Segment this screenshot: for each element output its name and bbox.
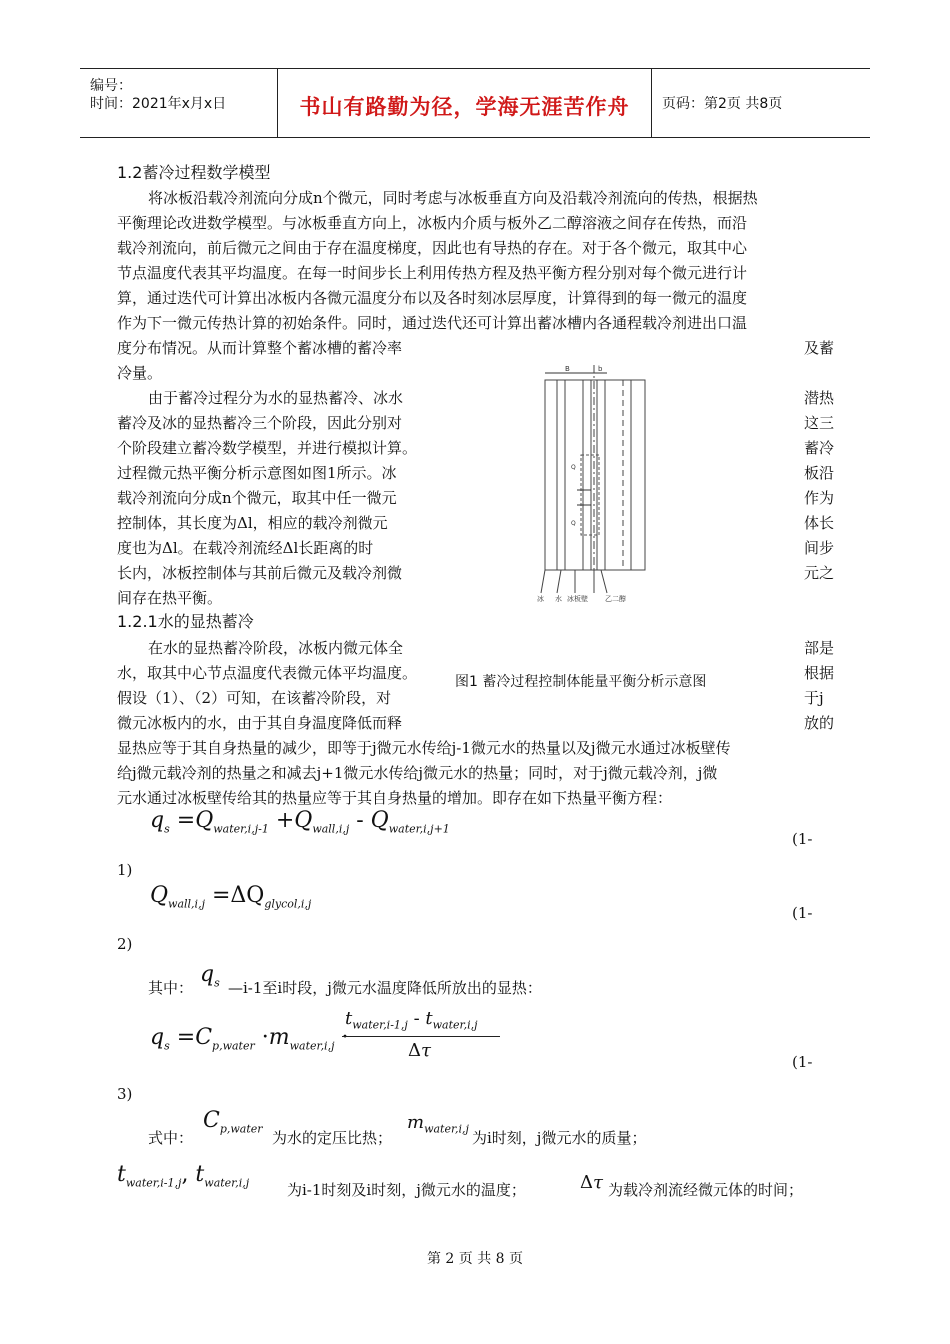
- def-t: 为i-1时刻及i时刻，j微元水的温度；: [287, 1181, 526, 1199]
- figure-frame: [545, 380, 645, 570]
- page-header: [80, 68, 870, 138]
- para1-line: 冷量。: [117, 364, 163, 382]
- where-prefix: 其中：: [148, 979, 194, 997]
- para3-right: 于j: [804, 689, 824, 707]
- def-m: 为i时刻，j微元水的质量；: [472, 1129, 647, 1147]
- para2-right: 元之: [804, 564, 835, 582]
- para1-line: 将冰板沿载冷剂流向分成n个微元，同时考虑与冰板垂直方向及沿载冷剂流向的传热，根据热: [148, 189, 758, 207]
- para2-line: 长内，冰板控制体与其前后微元及载冷剂微: [117, 564, 403, 582]
- motto: 书山有路勤为径，学海无涯苦作舟: [299, 95, 630, 119]
- leader-line: [601, 570, 607, 593]
- para3-line: 显热应等于其自身热量的减少，即等于j微元水传给j-1微元水的热量以及j微元水通过冰板壁传: [117, 739, 731, 757]
- def-tau: 为载冷剂流经微元体的时间；: [608, 1181, 804, 1199]
- para3-right: 放的: [804, 714, 835, 732]
- label-glycol: 乙二醇: [605, 595, 626, 603]
- para1-line: 节点温度代表其平均温度。在每一时间步长上利用传热方程及热平衡方程分别对每个微元进行计: [117, 264, 748, 282]
- para2-line: 个阶段建立蓄冷数学模型，并进行模拟计算。: [117, 439, 418, 457]
- fraction-denominator: Δτ: [408, 1040, 431, 1061]
- label-wall: 冰板壁: [567, 595, 588, 603]
- fraction-numerator: $t_{water,i-1,j} - t_{water,i,j}$: [345, 1008, 478, 1032]
- para2-right: 体长: [804, 514, 835, 532]
- figure-caption: 图1 蓄冷过程控制体能量平衡分析示意图: [455, 674, 707, 690]
- symbol-qs: $q_s$: [200, 962, 220, 990]
- label-Q: Q: [571, 520, 576, 527]
- para3-right: 根据: [804, 664, 835, 682]
- def-prefix: 式中：: [148, 1129, 194, 1147]
- para1-line: 平衡理论改进数学模型。与冰板垂直方向上，冰板内介质与板外乙二醇溶液之间存在传热，而沿: [117, 214, 748, 232]
- symbol-t: $t_{water,i-1,j}$, $t_{water,i,j}$: [117, 1162, 250, 1190]
- label-water: 水: [555, 595, 562, 603]
- eq-number: 2): [117, 935, 133, 953]
- leader-line: [557, 570, 561, 593]
- para3-line: 在水的显热蓄冷阶段，冰板内微元体全: [148, 639, 404, 657]
- equation-1-3: $q_s =C_{p,water} \cdot m_{water,i,j}$ ·: [150, 1025, 349, 1053]
- fraction-bar: [342, 1036, 500, 1037]
- equation-1-2: $Q_{wall,i,j} =\Delta Q_{glycol,i,j}$: [150, 883, 312, 911]
- header-motto-cell: [278, 69, 652, 137]
- label-b: b: [598, 365, 603, 373]
- date-label: 时间：2021年x月x日: [90, 96, 227, 112]
- para1-line: 度分布情况。从而计算整个蓄冰槽的蓄冷率: [117, 339, 403, 357]
- para3-line: 水，取其中心节点温度代表微元体平均温度。: [117, 664, 418, 682]
- symbol-m: $m_{water,i,j}$: [407, 1112, 469, 1136]
- heading-1-2: 1.2蓄冷过程数学模型: [117, 163, 271, 182]
- para1-line: 及蓄: [804, 339, 835, 357]
- para3-right: 部是: [804, 639, 835, 657]
- para1-line: 载冷剂流向，前后微元之间由于存在温度梯度，因此也有导热的存在。对于各个微元，取其中心: [117, 239, 748, 257]
- eq-number: 3): [117, 1085, 133, 1103]
- para2-line: 间存在热平衡。: [117, 589, 223, 607]
- label-B: B: [565, 365, 570, 373]
- symbol-cp: $C_{p,water}$: [203, 1108, 263, 1136]
- number-label: 编号：: [90, 78, 132, 94]
- label-ice: 冰: [537, 595, 544, 603]
- header-meta-cell: [80, 69, 278, 137]
- page-label: 页码：第2页 共8页: [662, 96, 783, 112]
- eq-number: (1-: [792, 1053, 813, 1071]
- control-volume-box: [581, 455, 599, 535]
- label-Q: Q: [571, 464, 576, 471]
- para1-line: 作为下一微元传热计算的初始条件。同时，通过迭代还可计算出蓄冰槽内各通程载冷剂进出口温: [117, 314, 748, 332]
- para2-line: 过程微元热平衡分析示意图如图1所示。冰: [117, 464, 397, 482]
- para2-line: 控制体，其长度为Δl，相应的载冷剂微元: [117, 514, 388, 532]
- para2-right: 潜热: [804, 389, 835, 407]
- def-cp: 为水的定压比热；: [272, 1129, 393, 1147]
- para3-line: 给j微元载冷剂的热量之和减去j+1微元水传给j微元水的热量；同时，对于j微元载冷剂，j微: [117, 764, 718, 782]
- para1-line: 算，通过迭代可计算出冰板内各微元温度分布以及各时刻冰层厚度，计算得到的每一微元的温度: [117, 289, 748, 307]
- para3-line: 元水通过冰板壁传给其的热量应等于其自身热量的增加。即存在如下热量平衡方程：: [117, 789, 673, 807]
- control-volume-figure: [535, 365, 655, 605]
- para2-line: 度也为Δl。在载冷剂流经Δl长距离的时: [117, 539, 374, 557]
- eq-number: 1): [117, 861, 133, 879]
- para2-right: 蓄冷: [804, 439, 835, 457]
- para2-line: 载冷剂流向分成n个微元，取其中任一微元: [117, 489, 397, 507]
- para2-right: 板沿: [804, 464, 835, 482]
- para2-right: 作为: [804, 489, 835, 507]
- equation-1-1: $q_s =Q_{water,i,j-1} +Q_{wall,i,j} - Q_{water,i,j+1}$: [150, 808, 450, 836]
- header-page-cell: [652, 69, 870, 137]
- para2-line: 由于蓄冷过程分为水的显热蓄冷、冰水: [148, 389, 404, 407]
- page-footer: 第 2 页 共 8 页: [426, 1251, 524, 1267]
- para3-line: 假设（1）、（2）可知，在该蓄冷阶段，对: [117, 689, 392, 707]
- symbol-dtau: Δτ: [580, 1172, 603, 1193]
- para2-right: 这三: [804, 414, 835, 432]
- leader-line: [541, 570, 545, 593]
- where-text: —i-1至i时段，j微元水温度降低所放出的显热：: [228, 979, 542, 997]
- para2-line: 蓄冷及冰的显热蓄冷三个阶段，因此分别对: [117, 414, 403, 432]
- para3-line: 微元冰板内的水，由于其自身温度降低而释: [117, 714, 403, 732]
- para2-right: 间步: [804, 539, 835, 557]
- eq-number: (1-: [792, 830, 813, 848]
- heading-1-2-1: 1.2.1水的显热蓄冷: [117, 612, 254, 631]
- eq-number: (1-: [792, 904, 813, 922]
